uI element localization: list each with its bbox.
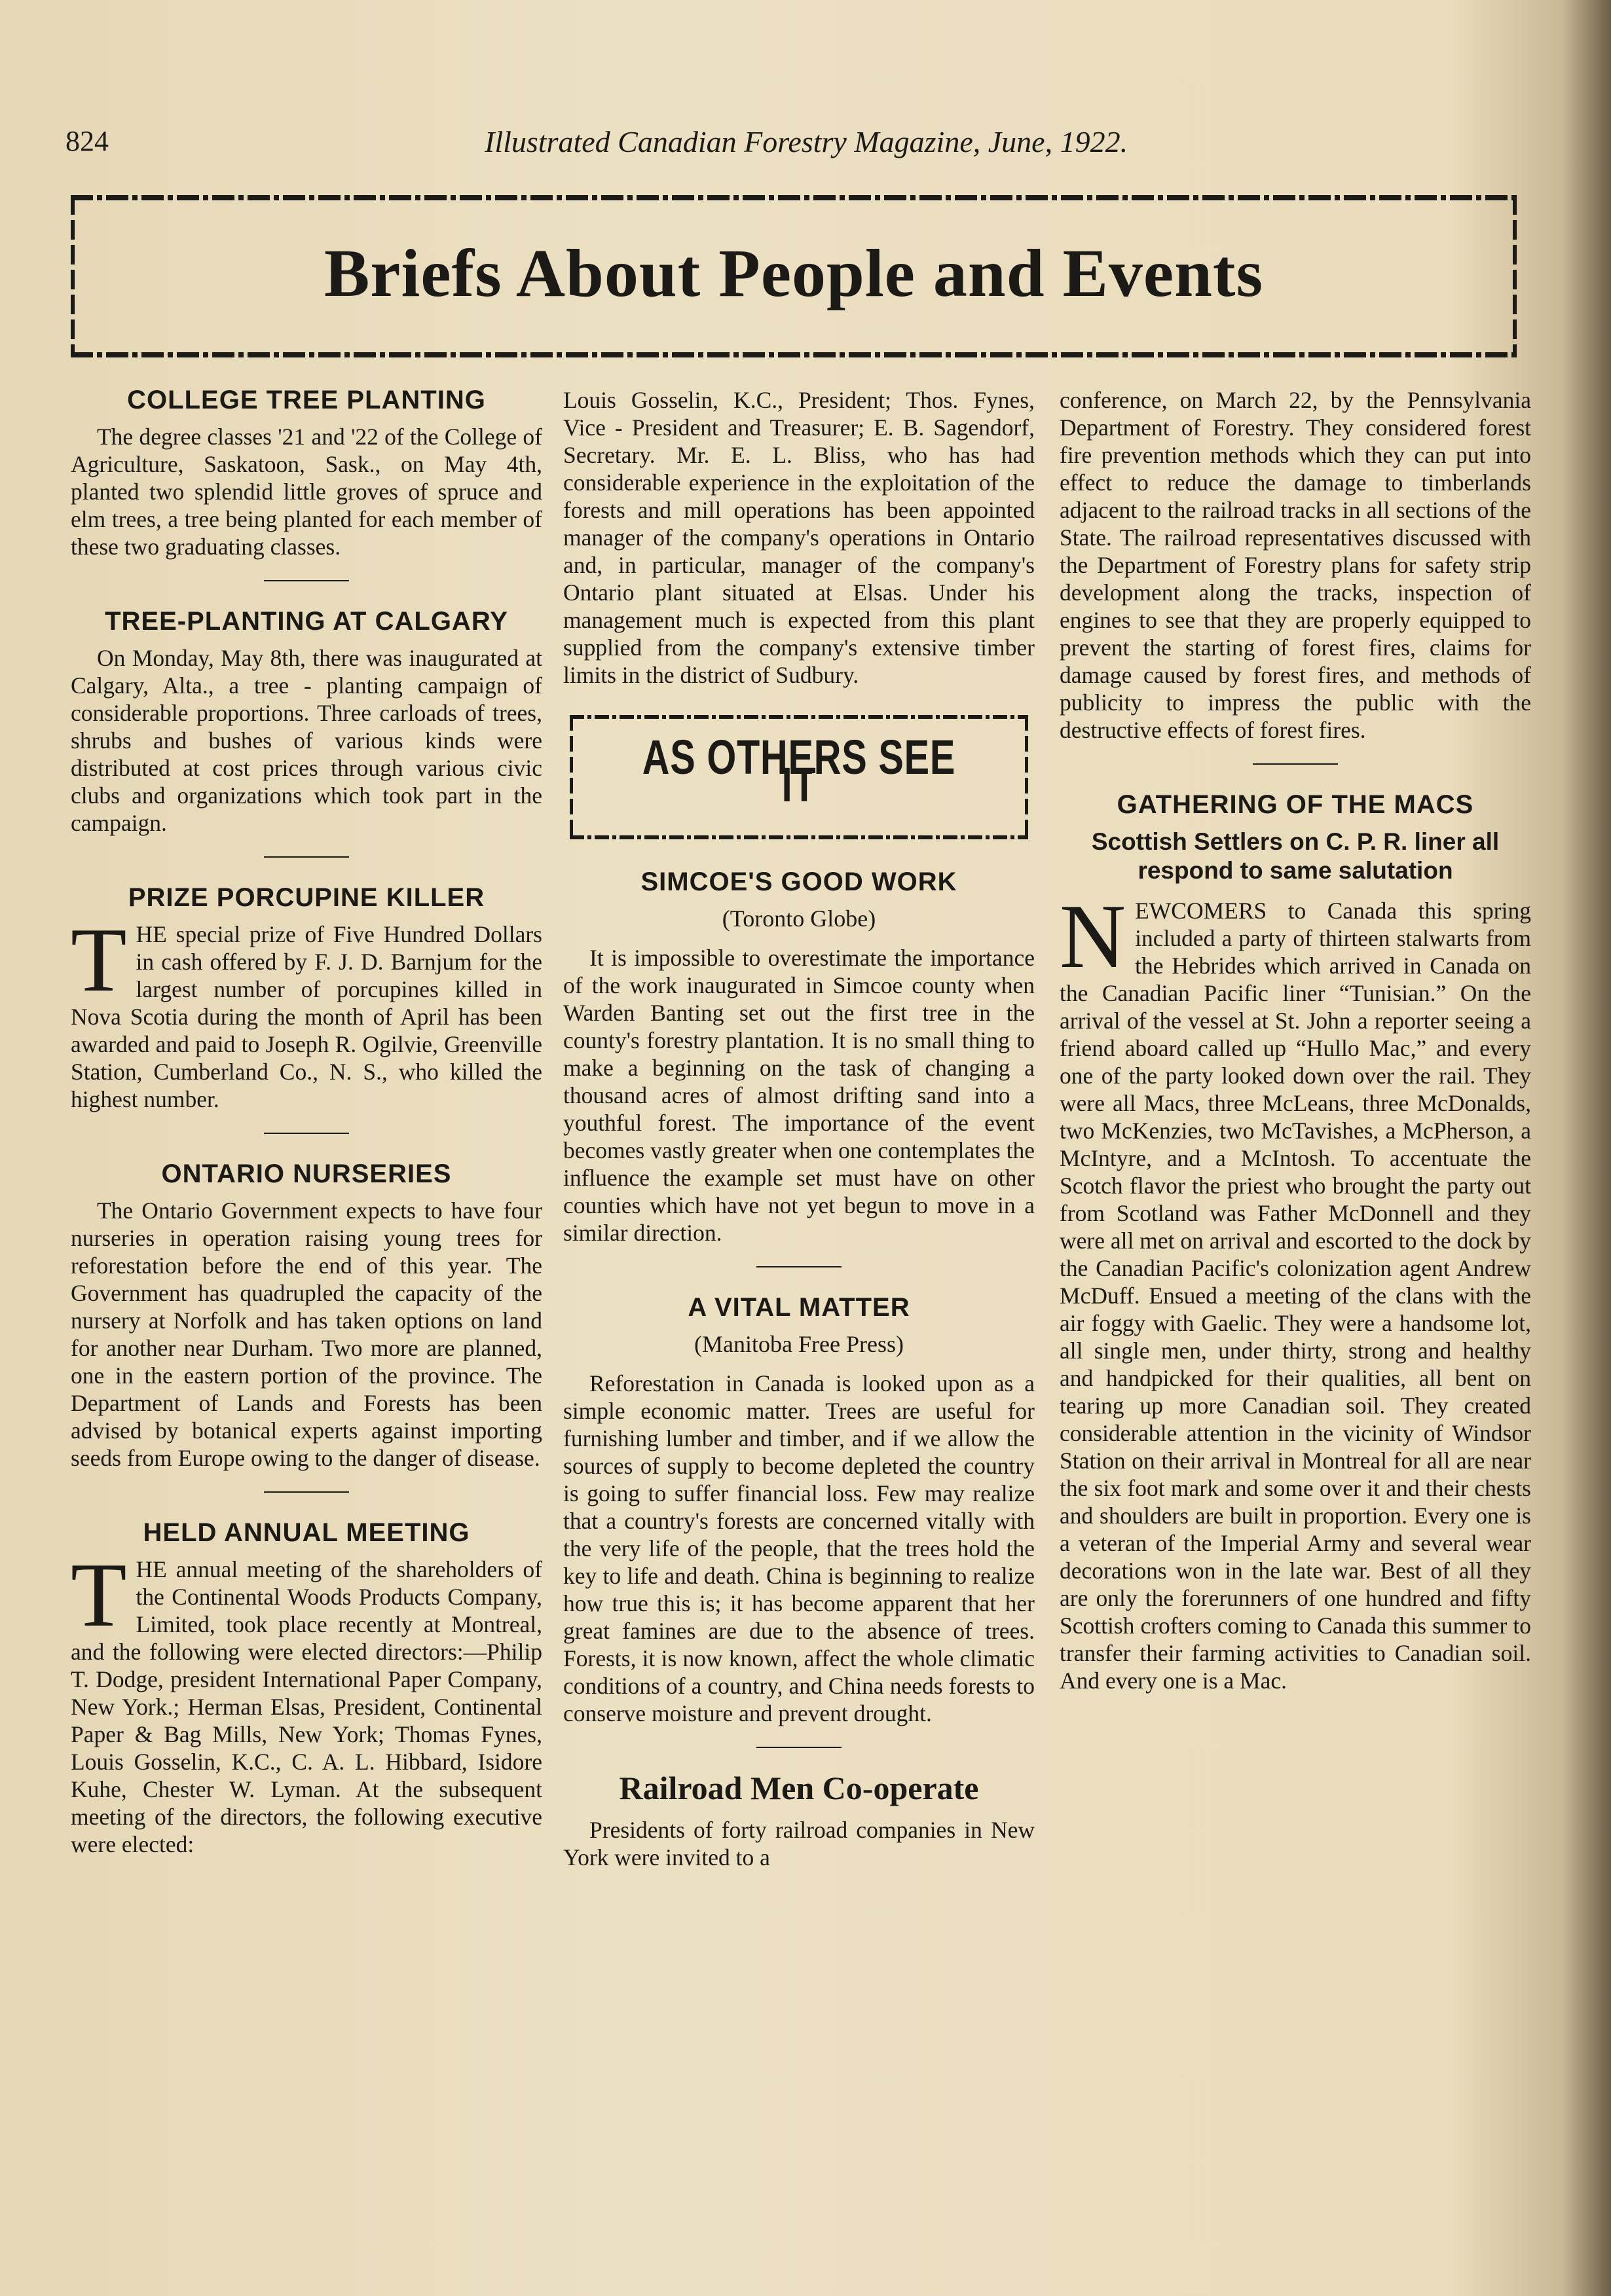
- divider: [1253, 763, 1338, 765]
- as-others-see-it-box: [570, 715, 1028, 839]
- article-railroad-men: Presidents of forty railroad companies in New York were invited to a: [563, 1817, 1035, 1870]
- journal-title: Illustrated Canadian Forestry Magazine, June, 1922.: [485, 125, 1128, 158]
- title-box: [71, 195, 1517, 357]
- running-head: [65, 124, 1546, 170]
- drop-cap: T: [71, 909, 127, 1011]
- article-simcoes-good-work: It is impossible to overestimate the importance of the work inaugurated in Simcoe county when Warden Banting set out the first tree in the county's forestry plantation. It is no small thing to make a beginning on the task of changing a thousand acres of almost drifting sand into a youthful forest. The importance of the event becomes vastly greater when one contemplates the influence the example set must have on other counties which have not yet begun to move in a similar direction.: [563, 945, 1035, 1246]
- article-held-annual-meeting: [71, 1544, 542, 1858]
- drop-cap: N: [1060, 886, 1126, 987]
- lead-caps: HE: [136, 921, 167, 947]
- article-railroad-men-continued: conference, on March 22, by the Pennsylvania Department of Forestry. They considered forest fire prevention methods which they can put into effect to reduce the damage to timberlands adjacent to the railroad tracks in all sections of the State. The railroad representatives discussed with the Department of Forestry plans for safety strip development along the tracks, inspection of engines to see that they are properly equipped to prevent the starting of forest fires, claims for damage caused by forest fires, and methods of publicity to impress the public with the destructive effects of forest fires.: [1060, 387, 1531, 743]
- article-ontario-nurseries: The Ontario Government expects to have four nurseries in operation raising young trees for reforestation before the end of this year. The Government has quadrupled the capacity of the nursery at Norfolk and has taken options on land for another near Durham. Two more are planned, one in the eastern portion of the province. The Department of Lands and Forests has been advised by botanical experts against importing seeds from Europe owing to the danger of disease.: [71, 1197, 542, 1471]
- page-title: Briefs About People and Events: [324, 236, 1264, 311]
- divider: [756, 1266, 842, 1267]
- article-text: to Canada this spring included a party of thirteen stalwarts from the Hebrides which arrived in Canada on the Canadian Pacific liner “Tunisian.” On the arrival of the vessel at St. John a reporter seeing a friend aboard called up “Hullo Mac,” and every one of the party looked down over the rail. They were all Macs, three McLeans, three McDonalds, two McKenzies, two McTavishes, a McPherson, a McIntyre, and a McIntosh. To accentuate the Scotch flavor the priest who brought the party out from Scotland was Father McDonnell and they were all met on arrival and escorted to the dock by the Canadian Pacific's colonization agent Andrew McDuff. Ensued a meeting of the clans with the air foggy with Gaelic. They were a handsome lot, all single men, under thirty, strong and healthy and handpicked for their qualities, all bent on tearing up more Canadian soil. They created considerable attention in the vicinity of Windsor Station on their arrival in Montreal for all are near the six foot mark and some over it and their chests and shoulders are built in proportion. Every one is a veteran of the Imperial Army and several wear decorations won in the late war. Best of all they are only the forerunners of one hundred and fifty Scottish crofters coming to Canada this summer to transfer their farming activities to Canadian soil. And every one is a Mac.: [1060, 898, 1531, 1694]
- ornamental-rule: [570, 835, 1028, 839]
- column-1: [71, 386, 542, 1858]
- ornamental-rule: [570, 715, 573, 839]
- lead-caps: EWCOMERS: [1135, 898, 1267, 924]
- article-text: annual meeting of the shareholders of the Continental Woods Products Company, Limited, took place recently at Montreal, and the following were elected directors:—Philip T. Dodge, president International Paper Company, New York.; Herman Elsas, President, Continental Paper & Bag Mills, New York; Thomas Fynes, Louis Gosselin, K.C., C. A. L. Hibbard, Isidore Kuhe, Chester W. Lyman. At the subsequent meeting of the directors, the following executive were elected:: [71, 1556, 542, 1857]
- heading-railroad-men: Railroad Men Co-operate: [619, 1770, 979, 1806]
- drop-cap: T: [71, 1544, 127, 1646]
- subheading-scottish-settlers: Scottish Settlers on C. P. R. liner all respond to same salutation: [1091, 828, 1500, 884]
- page-number: 824: [65, 125, 109, 157]
- source-line: (Manitoba Free Press): [694, 1331, 904, 1357]
- column-3: [1060, 386, 1531, 1694]
- heading-vital-matter: A VITAL MATTER: [688, 1293, 910, 1322]
- heading-tree-planting-calgary: TREE-PLANTING AT CALGARY: [105, 607, 508, 636]
- article-vital-matter: Reforestation in Canada is looked upon as a simple economic matter. Trees are useful for furnishing lumber and timber, and if we allow the sources of supply to become depleted the country is going to suffer financial loss. Few may realize that a country's forests are concerned vitally with the very life of the people, that the trees hold the key to life and death. China is beginning to realize how true this is; it has become apparent that her great famines are due to the absence of trees. Forests, it is now known, affect the whole climatic conditions of a country, and China needs forests to conserve moisture and prevent drought.: [563, 1370, 1035, 1726]
- divider: [264, 1491, 349, 1493]
- ornamental-rule: [71, 352, 1517, 357]
- column-2: [563, 386, 1035, 1871]
- divider: [264, 856, 349, 858]
- ornamental-rule: [1025, 715, 1028, 839]
- ornamental-rule: [71, 195, 1517, 200]
- heading-ontario-nurseries: ONTARIO NURSERIES: [161, 1159, 452, 1188]
- lead-caps: HE: [136, 1556, 167, 1582]
- article-annual-meeting-continued: Louis Gosselin, K.C., President; Thos. Fynes, Vice - President and Treasurer; E. B. Sagendorf, Secretary. Mr. E. L. Bliss, who has had considerable experience in the exploitation of the forests and mill operations has been appointed manager of the company's operations in Ontario and, in particular, manager of the company's Ontario plant situated at Elsas. Under his management much is expected from this plant supplied from the company's extensive timber limits in the district of Sudbury.: [563, 387, 1035, 688]
- section-title: AS OTHERS SEE IT: [642, 730, 956, 812]
- heading-prize-porcupine-killer: PRIZE PORCUPINE KILLER: [128, 883, 485, 912]
- article-gathering-of-macs: [1060, 886, 1531, 1694]
- heading-simcoes-good-work: SIMCOE'S GOOD WORK: [640, 867, 957, 896]
- heading-gathering-of-macs: GATHERING OF THE MACS: [1117, 790, 1474, 819]
- ornamental-rule: [570, 715, 1028, 719]
- divider: [264, 580, 349, 581]
- heading-held-annual-meeting: HELD ANNUAL MEETING: [143, 1518, 470, 1547]
- article-college-tree-planting: The degree classes '21 and '22 of the College of Agriculture, Saskatoon, Sask., on May 4th, planted two splendid little groves of spruce and elm trees, a tree being planted for each member of these two graduating classes.: [71, 424, 542, 560]
- divider: [264, 1133, 349, 1134]
- heading-college-tree-planting: COLLEGE TREE PLANTING: [127, 386, 486, 414]
- divider: [756, 1747, 842, 1748]
- article-prize-porcupine-killer: [71, 909, 542, 1113]
- article-tree-planting-calgary: On Monday, May 8th, there was inaugurated at Calgary, Alta., a tree - planting campaign of considerable proportions. Three carloads of trees, shrubs and bushes of various kinds were distributed at cost prices through various civic clubs and organizations which took part in the campaign.: [71, 645, 542, 836]
- article-text: special prize of Five Hundred Dollars in cash offered by F. J. D. Barnjum for the largest number of porcupines killed in Nova Scotia during the month of April has been awarded and paid to Joseph R. Ogilvie, Greenville Station, Cumberland Co., N. S., who killed the highest number.: [71, 921, 542, 1112]
- source-line: (Toronto Globe): [722, 905, 876, 932]
